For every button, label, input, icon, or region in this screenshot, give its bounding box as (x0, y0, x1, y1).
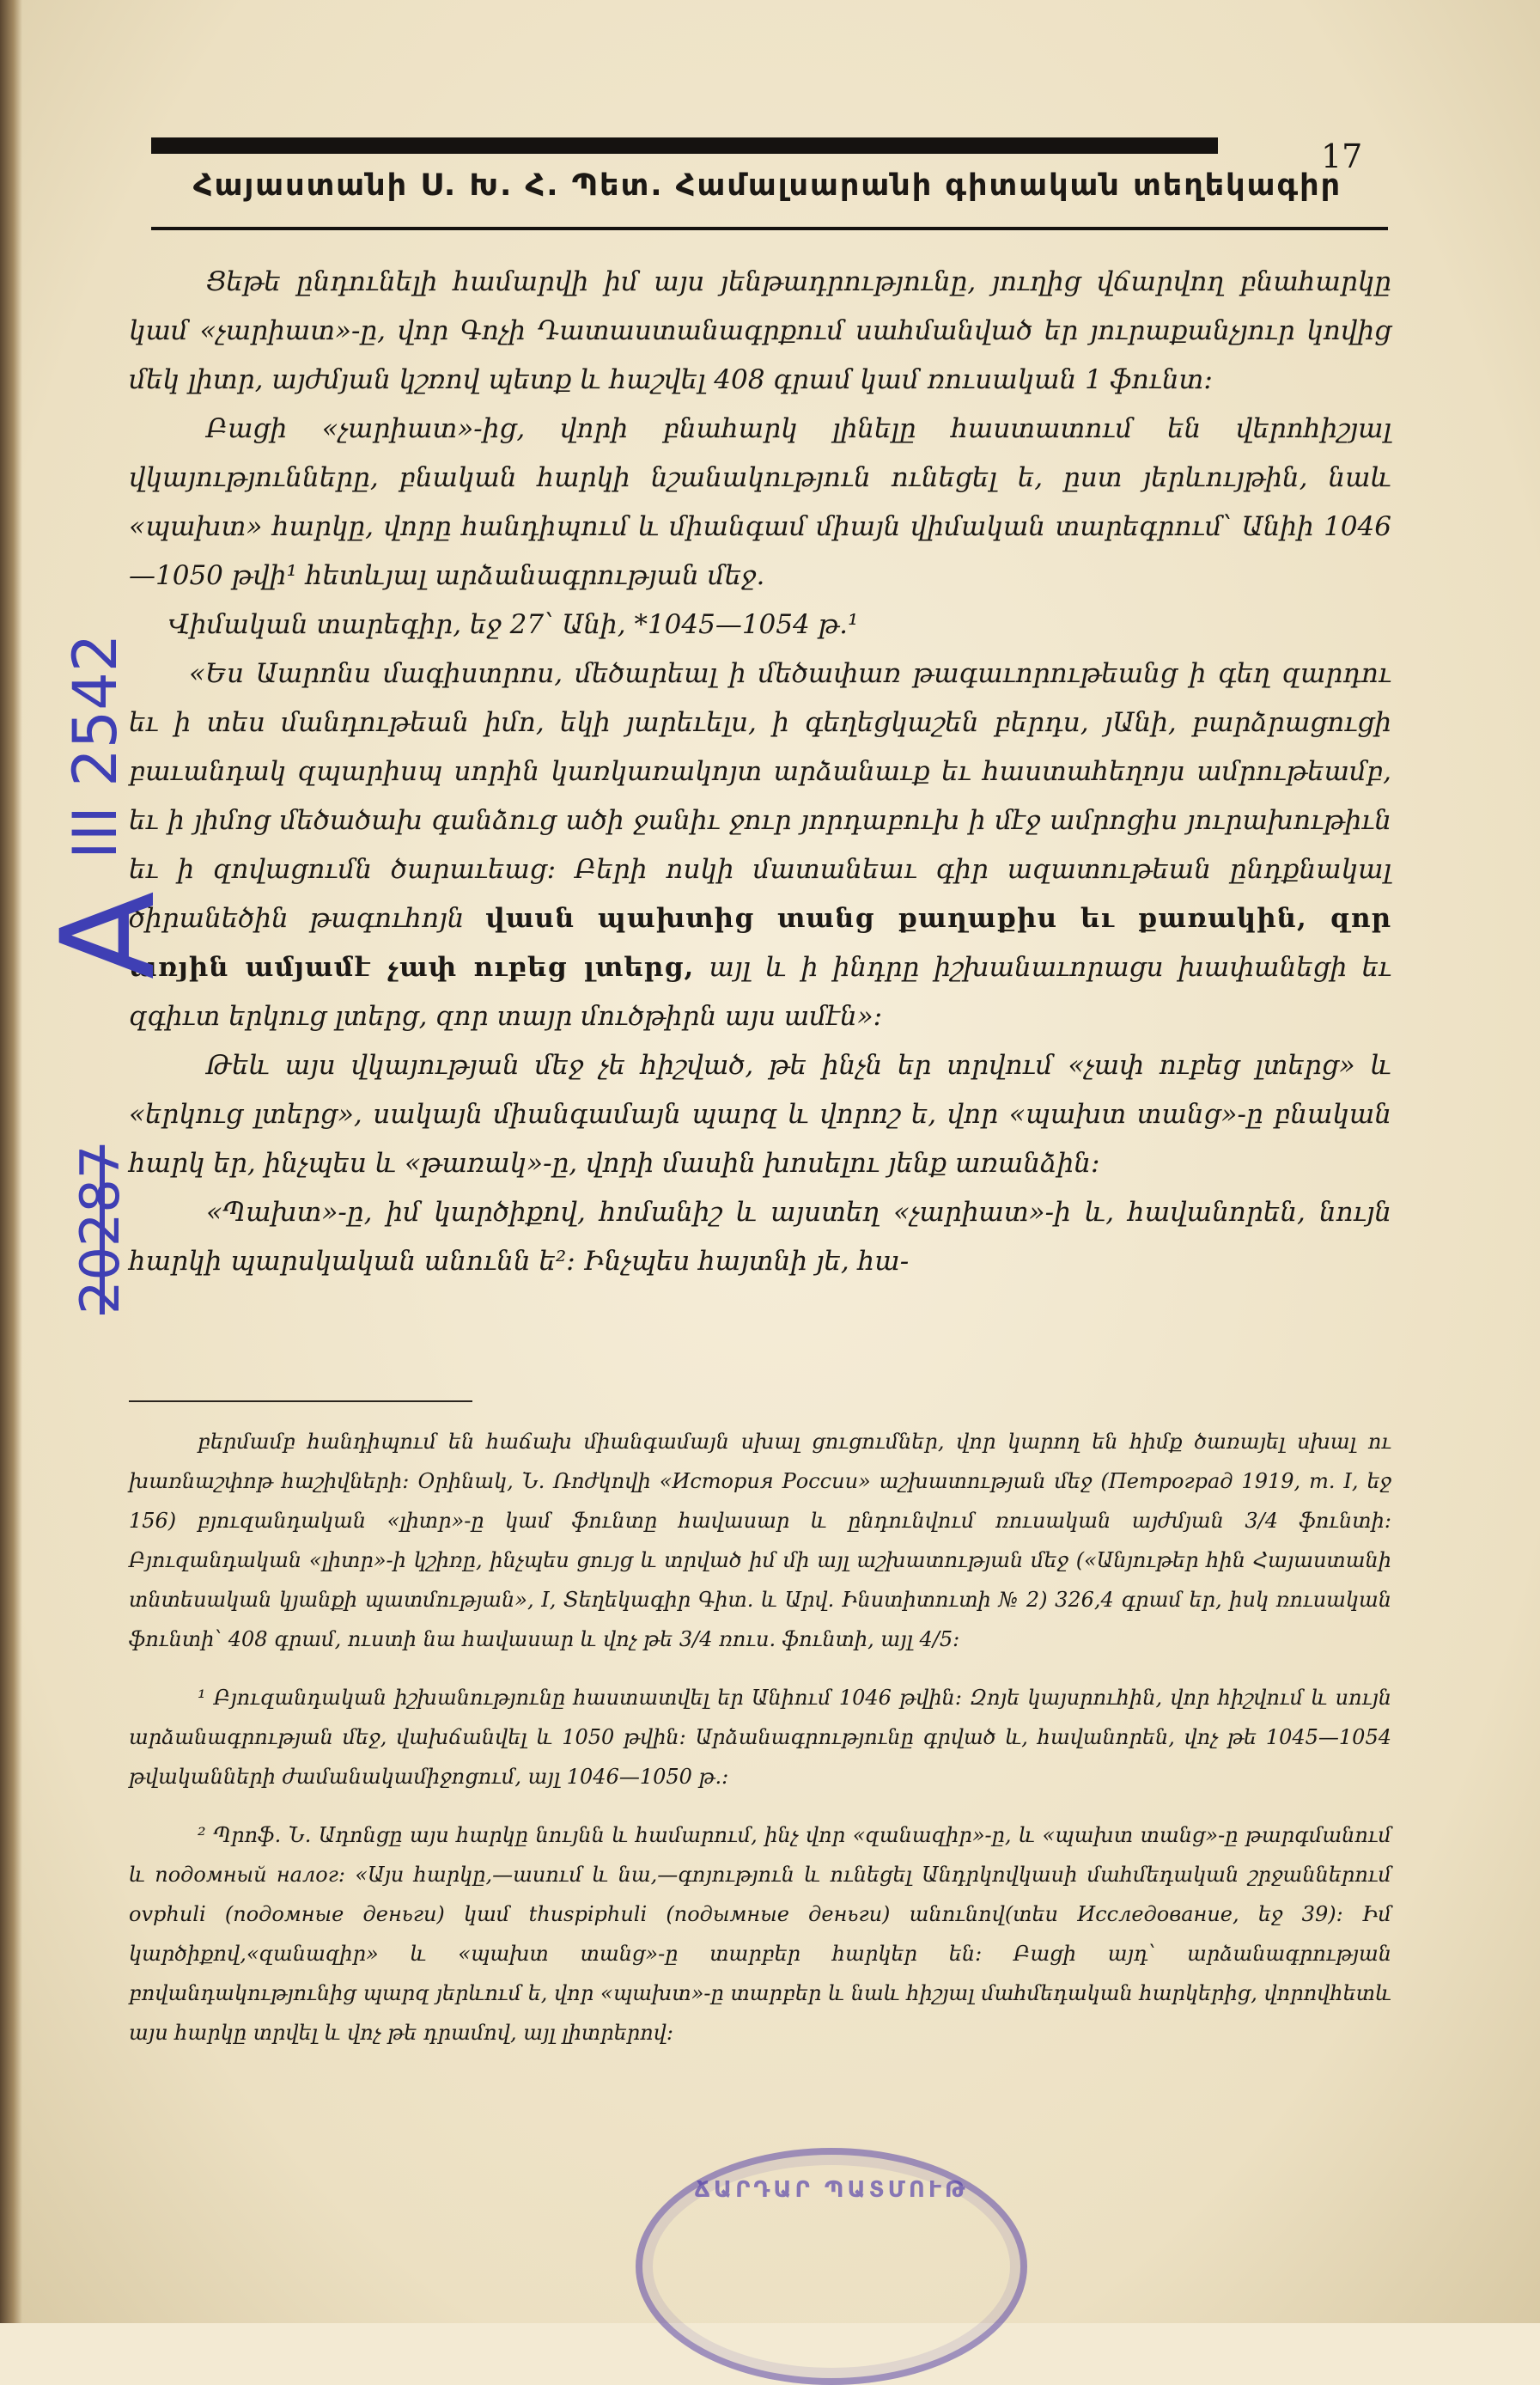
footnotes (129, 1422, 1391, 2071)
main-text (129, 258, 1391, 1286)
handwritten-reference: 20287 (69, 1144, 131, 1314)
quote-text-1: «Ես Աարոնս մագիստրոս, մեծարեալ ի մեծափառ թագաւորութեանց ի գեղ զարդու եւ ի տես մանդութեան իմո, եկի յարեւելս, ի գեղեցկաշեն բերդս, յԱնի, բարձրացուցի բաւանդակ զպարիսպ սորին կառկառակոյտ արձանաւք եւ հաստահեղոյս ամրութեամբ, եւ ի յիմոց մեծածախ գանձուց ածի ջանիւ ջուր յորդաբուխ ի մէջ ամրոցիս յուրախութիւն եւ ի զովացումն ծարաւեաց։ Բերի ոսկի մատանեաւ գիր ազատութեան ընդքնակալ ծիրանեծին թագուհոյն (129, 658, 1391, 934)
paragraph-4: Թեև այս վկայության մեջ չե հիշված, թե ինչն եր տրվում «չափ ուբեց լտերց» և «երկուց լտերց», սակայն միանգամայն պարզ և վորոշ ե, վոր «պախտ տանց»-ը բնական հարկ եր, ինչպես և «թառակ»-ը, վորի մասին խոսելու յենք առանձին։ (129, 1050, 1391, 1179)
stamp-text: ՃԱՐԴԱՐ ՊԱՏՄՈՒԹ (694, 2177, 969, 2203)
running-title: Հայաստանի Ս. Խ. Հ. Պետ. Համալսարանի գիտական տեղեկագիր (192, 168, 1342, 203)
binding-edge (0, 0, 22, 2323)
quote-bold-text: վասն պախտից տանց քաղաքիս եւ քառակին, զոր առյին ամյամէ չափ ուբեց լտերց, (129, 903, 1392, 983)
paragraph-5: «Պախտ»-ը, իմ կարծիքով, հոմանիշ և այստեղ «չարիատ»-ի և, հավանորեն, նույն հարկի պարսկական անունն ե²։ Ինչպես հայտնի յե, հա- (129, 1197, 1391, 1277)
shelfmark-number (60, 634, 131, 859)
footnote-1: ¹ Բյուզանդական իշխանությունը հաստատվել եր Անիում 1046 թվին։ Զոյե կայսրուհին, վոր հիշվում և սույն արձանագրության մեջ, վախճանվել և 1050 թվին։ Արձանագրությունը գրված և, հավանորեն, վոչ թե 1045—1054 թվականների ժամանակամիջոցում, այլ 1046—1050 թ.։ (129, 1686, 1391, 1789)
shelfmark-letter: A (34, 891, 184, 979)
inscription-quote (129, 650, 1391, 1041)
paragraph-2: Բացի «չարիատ»-ից, վորի բնահարկ լինելը հաստատում են վերոհիշյալ վկայությունները, բնական հարկի նշանակություն ունեցել ե, ըստ յերևույթին, նաև «պախտ» հարկը, վորը հանդիպում և միանգամ միայն վիմական տարեգրում՝ Անիի 1046—1050 թվի¹ հետևյալ արձանագրության մեջ. (129, 413, 1391, 591)
footnote-separator (129, 1400, 472, 1402)
paragraph-1: Ցեթե ընդունելի համարվի իմ այս յենթադրությունը, յուղից վճարվող բնահարկը կամ «չարիատ»-ը, վոր Գոչի Դատաստանագրքում սահմանված եր յուրաքանչյուր կովից մեկ լիտր, այժմյան կշռով պետք և հաշվել 408 գրամ կամ ռուսական 1 ֆունտ։ (129, 266, 1391, 395)
header-thin-rule (151, 227, 1388, 230)
inscription-heading: Վիմական տարեգիր, եջ 27՝ Անի, *1045—1054 թ.¹ (168, 609, 859, 640)
header-thick-rule (151, 137, 1218, 154)
quote-text-2: այլ և ի ինդրը իշխանաւորացս խափանեցի եւ զգիւտ երկուց լտերց, զոր տայր մուծթիրն այս ամէն»։ (129, 952, 1391, 1032)
library-stamp (636, 2148, 1027, 2385)
shelfmark-digits: 2542 (60, 633, 131, 787)
shelfmark-roman: III (60, 806, 131, 859)
footnote-2: ² Պրոֆ. Ն. Ադոնցը այս հարկը նույնն և համարում, ինչ վոր «զանազիր»-ը, և «պախտ տանց»-ը թարգմանում և подомный налог։ «Այս հարկը,—ասում և նա,—գոյություն և ունեցել Անդրկովկասի մահմեդական շրջաններում ovphuli (подомные деньги) կամ thuspiphuli (подымные деньги) անունով(տես Исследование, եջ 39)։ Իմ կարծիքով,«զանազիր» և «պախտ տանց»-ը տարբեր հարկեր են։ Բացի այդ՝ արձանագրության բովանդակությունից պարզ յերևում ե, վոր «պախտ»-ը տարբեր և նաև հիշյալ մահմեդական հարկերից, վորովհետև այս հարկը տրվել և վոչ թե դրամով, այլ լիտրերով։ (129, 1823, 1392, 2045)
footnote-continuation: բերմամբ հանդիպում են հաճախ միանգամայն սխալ ցուցումներ, վոր կարող են հիմք ծառայել սխալ ու խառնաշփոթ հաշիվների։ Օրինակ, Ն. Ռոժկովի «История России» աշխատության մեջ (Петроград 1919, т. I, եջ 156) բյուզանդական «լիտր»-ը կամ ֆունտը հավասար և ընդունվում ռուսական այժմյան 3/4 ֆունտի։ Բյուզանդական «լիտր»-ի կշիռը, ինչպես ցույց և տրված իմ մի այլ աշխատության մեջ («Անյութեր հին Հայաստանի տնտեսական կյանքի պատմության», I, Տեղեկագիր Գիտ. և Արվ. Ինստիտուտի № 2) 326,4 գրամ եր, իսկ ռուսական ֆունտի՝ 408 գրամ, ուստի նա հավասար և վոչ թե 3/4 ռուս. ֆունտի, այլ 4/5։ (129, 1430, 1391, 1651)
page-number: 17 (1321, 137, 1363, 175)
